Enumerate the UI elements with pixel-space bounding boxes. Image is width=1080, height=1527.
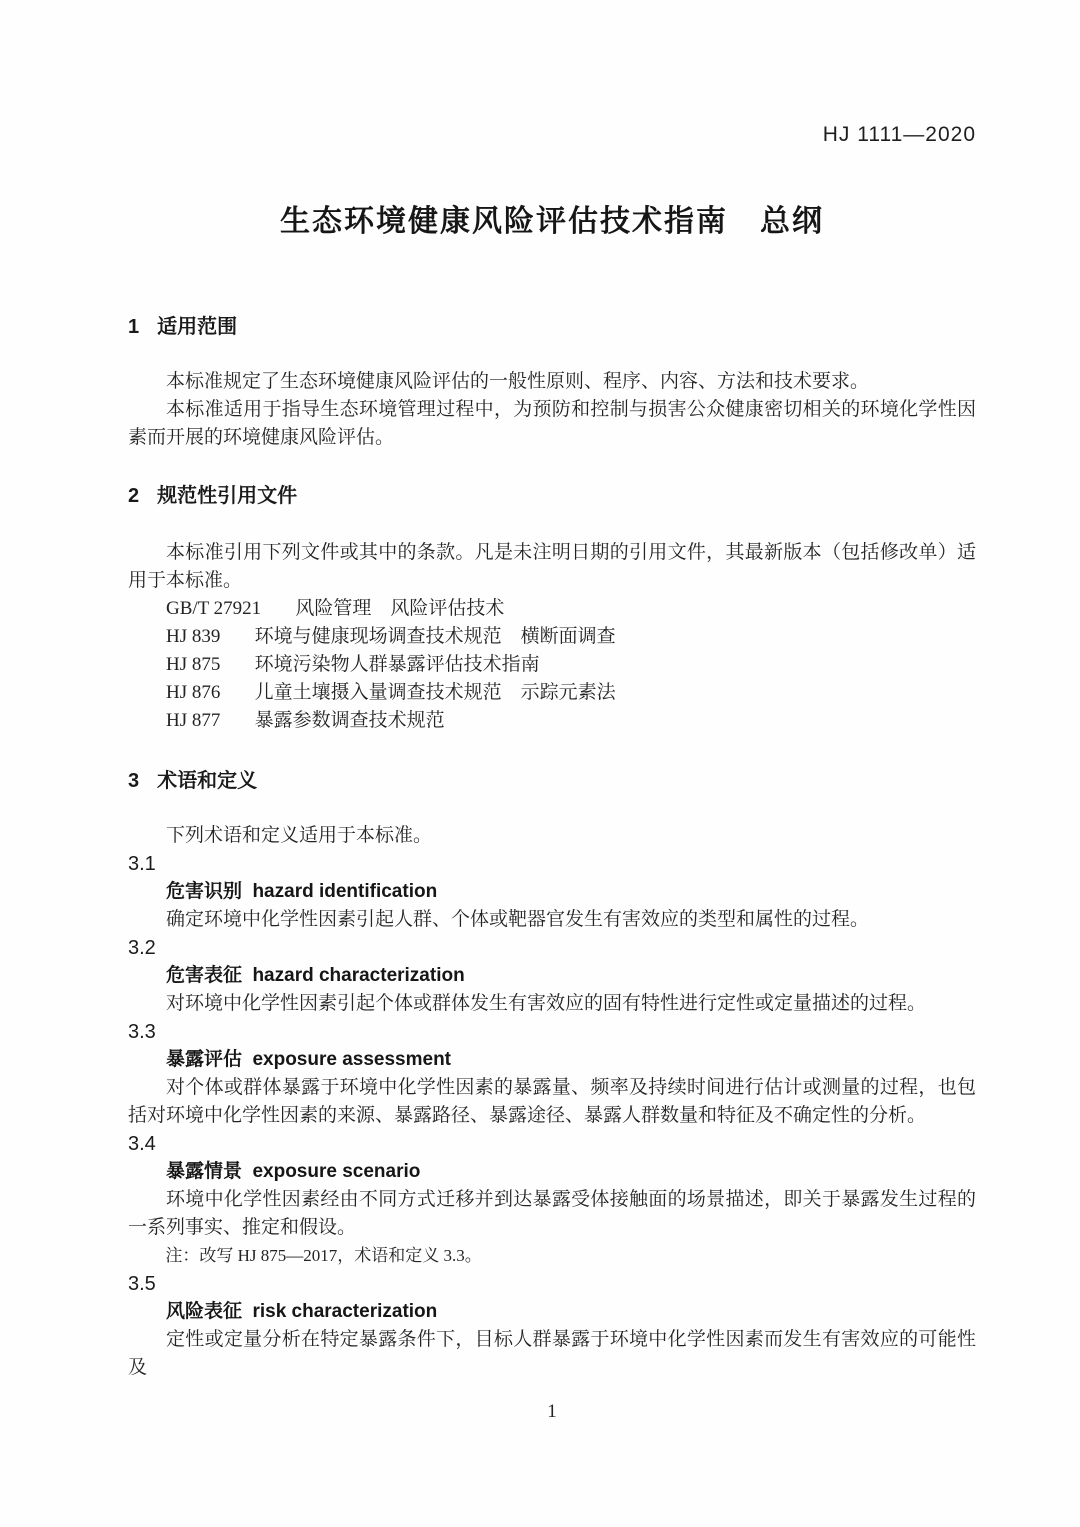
reference-title: 风险管理 风险评估技术 bbox=[295, 598, 505, 619]
term-note: 注：改写 HJ 875—2017，术语和定义 3.3。 bbox=[165, 1246, 482, 1265]
term-number: 3.2 bbox=[128, 937, 156, 959]
term-en: exposure scenario bbox=[252, 1161, 421, 1182]
section-3-number: 3 bbox=[128, 770, 140, 792]
term-cn: 风险表征 bbox=[166, 1301, 243, 1322]
term-en: hazard characterization bbox=[252, 965, 465, 986]
section-2-paragraph: 本标准引用下列文件或其中的条款。凡是未注明日期的引用文件，其最新版本（包括修改单）适用于本标准。 bbox=[128, 542, 976, 591]
term-en: exposure assessment bbox=[252, 1049, 452, 1070]
term-number: 3.4 bbox=[128, 1133, 156, 1155]
section-1-number: 1 bbox=[128, 316, 140, 338]
term-title bbox=[128, 1298, 976, 1326]
term-cn: 暴露情景 bbox=[166, 1161, 243, 1182]
term-definition: 定性或定量分析在特定暴露条件下，目标人群暴露于环境中化学性因素而发生有害效应的可能性及 bbox=[128, 1329, 976, 1378]
term-definition: 环境中化学性因素经由不同方式迁移并到达暴露受体接触面的场景描述，即关于暴露发生过程的一系列事实、推定和假设。 bbox=[128, 1189, 976, 1238]
reference-title: 环境与健康现场调查技术规范 横断面调查 bbox=[254, 626, 616, 647]
section-1-title: 适用范围 bbox=[157, 316, 238, 338]
section-1-heading bbox=[128, 312, 976, 342]
section-1-paragraph: 本标准规定了生态环境健康风险评估的一般性原则、程序、内容、方法和技术要求。 bbox=[166, 371, 870, 392]
reference-code: HJ 876 bbox=[166, 682, 221, 703]
term-title bbox=[128, 962, 976, 990]
reference-code: HJ 839 bbox=[166, 626, 221, 647]
section-3-intro: 下列术语和定义适用于本标准。 bbox=[166, 825, 433, 846]
section-2-number: 2 bbox=[128, 485, 140, 507]
term-cn: 危害表征 bbox=[166, 965, 243, 986]
term-en: risk characterization bbox=[252, 1301, 438, 1322]
term-title bbox=[128, 878, 976, 906]
term-number: 3.1 bbox=[128, 853, 156, 875]
reference-code: GB/T 27921 bbox=[166, 598, 262, 619]
term-cn: 危害识别 bbox=[166, 881, 243, 902]
reference-title: 环境污染物人群暴露评估技术指南 bbox=[254, 654, 540, 675]
page-number: 1 bbox=[547, 1401, 557, 1422]
term-definition: 确定环境中化学性因素引起人群、个体或靶器官发生有害效应的类型和属性的过程。 bbox=[166, 909, 870, 930]
section-2-heading bbox=[128, 481, 976, 511]
section-3-heading bbox=[128, 766, 976, 796]
reference-title: 儿童土壤摄入量调查技术规范 示踪元素法 bbox=[254, 682, 616, 703]
term-definition: 对环境中化学性因素引起个体或群体发生有害效应的固有特性进行定性或定量描述的过程。 bbox=[166, 993, 927, 1014]
reference-item bbox=[128, 679, 976, 707]
reference-item bbox=[128, 651, 976, 679]
section-1-paragraph: 本标准适用于指导生态环境管理过程中，为预防和控制与损害公众健康密切相关的环境化学性因素而开展的环境健康风险评估。 bbox=[128, 399, 976, 448]
reference-code: HJ 877 bbox=[166, 710, 221, 731]
section-2-title: 规范性引用文件 bbox=[157, 485, 298, 507]
reference-item bbox=[128, 623, 976, 651]
term-title bbox=[128, 1046, 976, 1074]
term-number: 3.5 bbox=[128, 1273, 156, 1295]
term-en: hazard identification bbox=[252, 881, 438, 902]
standard-code: HJ 1111—2020 bbox=[822, 123, 976, 146]
term-title bbox=[128, 1158, 976, 1186]
reference-item bbox=[128, 595, 976, 623]
term-number: 3.3 bbox=[128, 1021, 156, 1043]
reference-code: HJ 875 bbox=[166, 654, 221, 675]
term-cn: 暴露评估 bbox=[166, 1049, 243, 1070]
reference-item bbox=[128, 707, 976, 735]
term-definition: 对个体或群体暴露于环境中化学性因素的暴露量、频率及持续时间进行估计或测量的过程，也包括对环境中化学性因素的来源、暴露路径、暴露途径、暴露人群数量和特征及不确定性的分析。 bbox=[128, 1077, 976, 1126]
document-title: 生态环境健康风险评估技术指南 总纲 bbox=[280, 205, 824, 238]
reference-title: 暴露参数调查技术规范 bbox=[254, 710, 445, 731]
section-3-title: 术语和定义 bbox=[157, 770, 258, 792]
